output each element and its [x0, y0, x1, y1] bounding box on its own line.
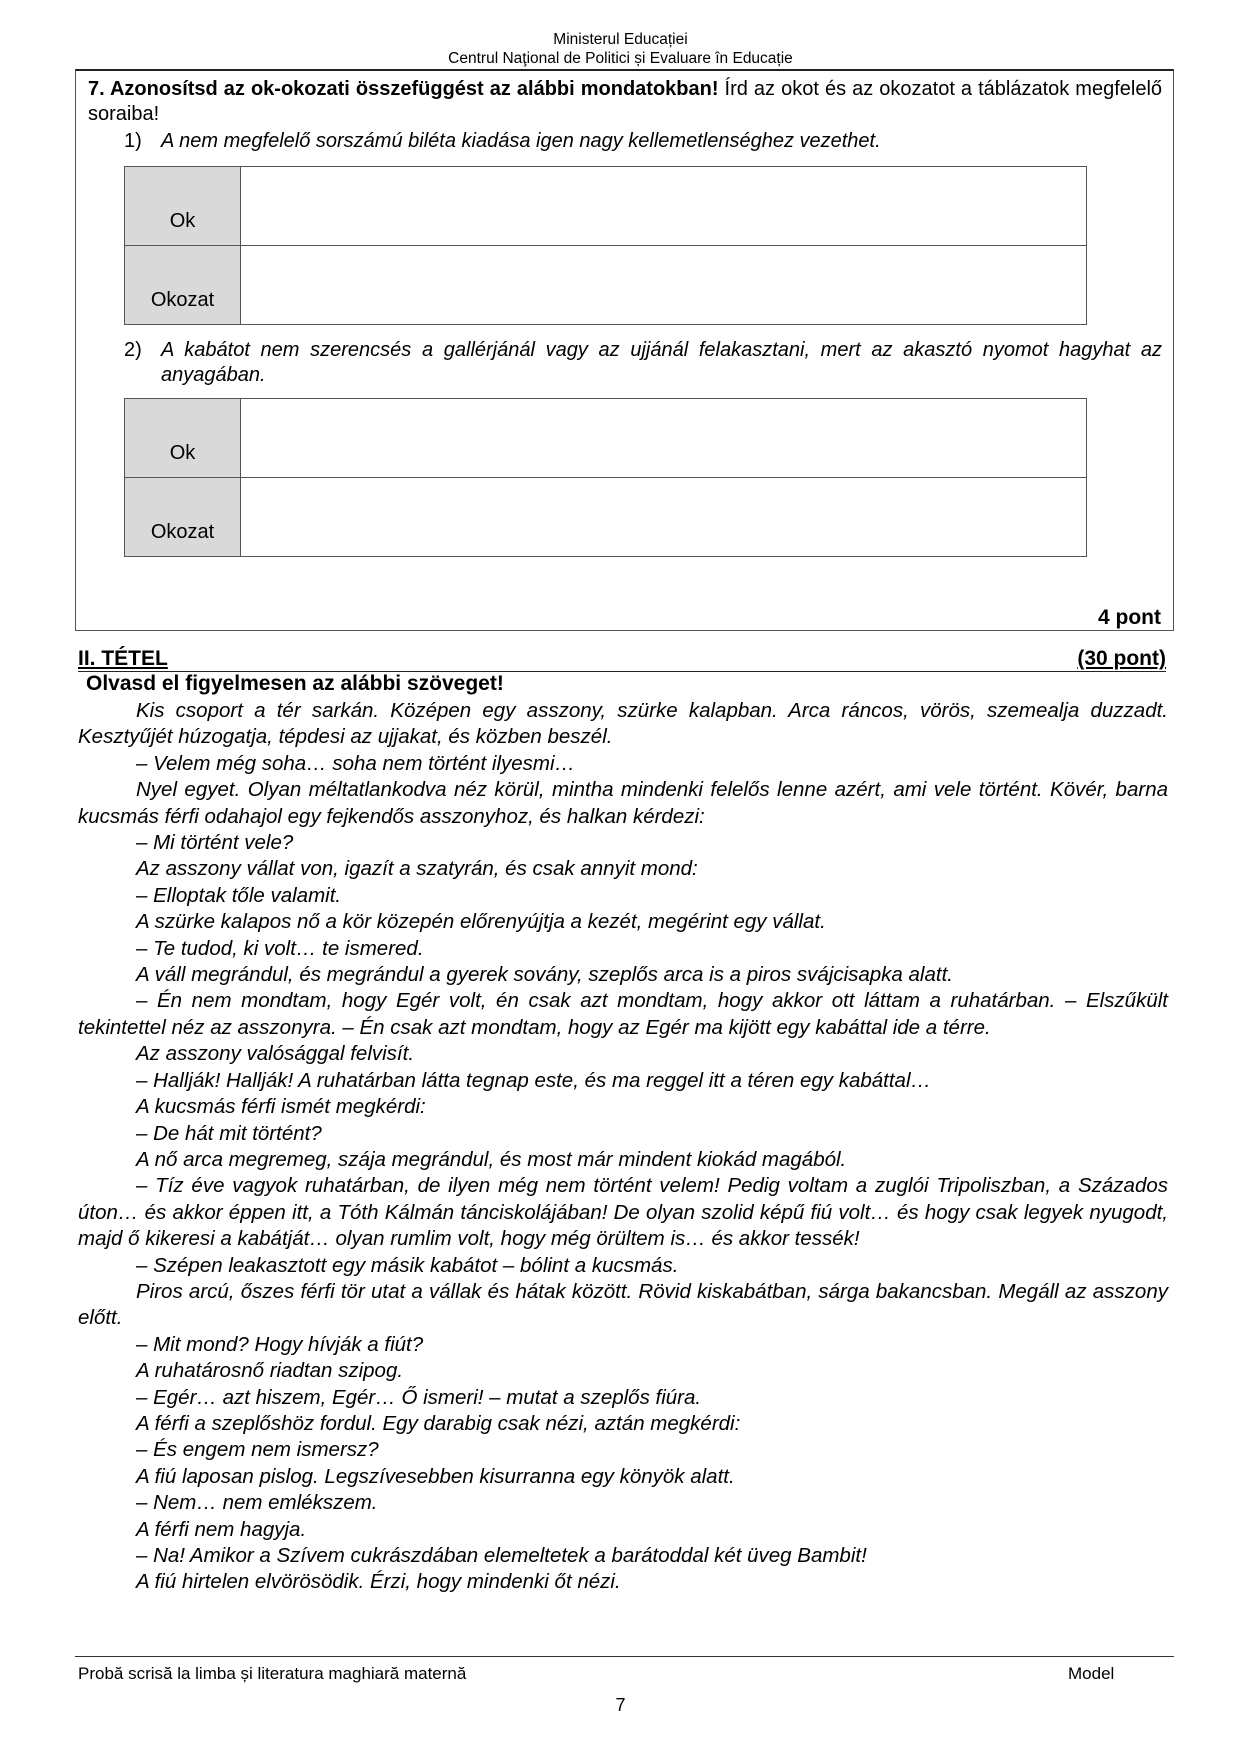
- section-points: (30 pont): [1077, 647, 1166, 670]
- footer-model-label: Model: [1068, 1664, 1115, 1683]
- story-paragraph: – Hallják! Hallják! A ruhatárban látta tegnap este, és ma reggel itt a téren egy kabáttal…: [136, 1068, 932, 1092]
- story-paragraph: – Tíz éve vagyok ruhatárban, de ilyen még nem történt velem! Pedig voltam a zuglói Tripoliszban, a Százados úton… és akkor éppen itt, a Tóth Kálmán tánciskolájában! De olyan szolid képű fiú volt… és hogy csak legyek nyugodt, majd ő kikeresi a kabátját… olyan rumlim volt, hogy még örültem is… és akkor tessék!: [78, 1174, 1168, 1251]
- story-paragraph: A férfi nem hagyja.: [136, 1517, 307, 1541]
- story-paragraph: – Velem még soha… soha nem történt ilyesmi…: [136, 751, 576, 775]
- task-7-prompt-rest: Írd az okot és az okozatot a táblázatok megfelelő soraiba!: [88, 78, 1163, 125]
- table-row-cause: [125, 167, 1087, 246]
- cause-label: Ok: [125, 167, 241, 246]
- effect-label: Okozat: [125, 478, 241, 557]
- story-paragraph: – Szépen leakasztott egy másik kabátot – bólint a kucsmás.: [136, 1253, 679, 1277]
- task-7-points: 4 pont: [1098, 606, 1161, 629]
- cause-label: Ok: [125, 399, 241, 478]
- item-number: 2): [124, 339, 142, 361]
- task-7-prompt: [88, 77, 1162, 127]
- cause-answer-field[interactable]: [241, 167, 1087, 246]
- story-paragraph: A ruhatárosnő riadtan szipog.: [136, 1359, 404, 1383]
- task-7-prompt-bold: 7. Azonosítsd az ok-okozati összefüggést az alábbi mondatokban!: [88, 78, 719, 100]
- story-text: [78, 698, 1168, 1596]
- story-paragraph: – Én nem mondtam, hogy Egér volt, én csak azt mondtam, hogy akkor ott láttam a ruhatárban. – Elszűkült tekintettel néz az asszonyra. – Én csak azt mondtam, hogy az Egér ma kijött egy kabáttal ide a térre.: [78, 989, 1168, 1039]
- effect-answer-field[interactable]: [241, 478, 1087, 557]
- ministry-name: Ministerul Educației: [553, 31, 688, 48]
- table-row-effect: [125, 246, 1087, 325]
- task-7-item-1: [124, 129, 1162, 154]
- section-heading: [78, 647, 1166, 672]
- item-sentence: A kabátot nem szerencsés a gallérjánál vagy az ujjánál felakasztani, mert az akasztó nyomot hagyhat az anyagában.: [161, 339, 1162, 386]
- story-paragraph: – De hát mit történt?: [136, 1121, 322, 1145]
- item-sentence: A nem megfelelő sorszámú biléta kiadása igen nagy kellemetlenséghez vezethet.: [161, 130, 881, 152]
- story-paragraph: A szürke kalapos nő a kör közepén előrenyújtja a kezét, megérint egy vállat.: [136, 910, 826, 934]
- story-paragraph: – Egér… azt hiszem, Egér… Ő ismeri! – mutat a szeplős fiúra.: [136, 1385, 702, 1409]
- story-paragraph: – Nem… nem emlékszem.: [136, 1491, 378, 1515]
- story-paragraph: – És engem nem ismersz?: [136, 1438, 379, 1462]
- story-paragraph: – Elloptak tőle valamit.: [136, 883, 342, 907]
- section-title: II. TÉTEL: [78, 647, 168, 670]
- task-7-item-2: [124, 338, 1162, 388]
- story-paragraph: A fiú laposan pislog. Legszívesebben kisurranna egy könyök alatt.: [136, 1464, 735, 1488]
- table-row-effect: [125, 478, 1087, 557]
- story-paragraph: – Mit mond? Hogy hívják a fiút?: [136, 1332, 424, 1356]
- story-paragraph: A váll megrándul, és megrándul a gyerek sovány, szeplős arca is a piros svájcisapka alatt.: [136, 963, 953, 987]
- story-paragraph: A kucsmás férfi ismét megkérdi:: [136, 1095, 426, 1119]
- story-paragraph: Piros arcú, őszes férfi tör utat a vállak és hátak között. Rövid kiskabátban, sárga bakancsban. Megáll az asszony előtt.: [78, 1279, 1168, 1330]
- page-header: [0, 30, 1241, 68]
- task-7-box: [75, 69, 1174, 631]
- center-name: Centrul Naţional de Politici și Evaluare în Educație: [448, 50, 793, 67]
- story-paragraph: – Mi történt vele?: [136, 831, 294, 855]
- table-row-cause: [125, 399, 1087, 478]
- page-number: 7: [615, 1695, 626, 1715]
- cause-effect-table-2: [124, 398, 1087, 557]
- story-paragraph: Az asszony vállat von, igazít a szatyrán, és csak annyit mond:: [136, 857, 698, 881]
- reading-instruction: Olvasd el figyelmesen az alábbi szöveget!: [86, 672, 504, 695]
- story-paragraph: Az asszony valósággal felvisít.: [136, 1042, 415, 1066]
- story-paragraph: A fiú hirtelen elvörösödik. Érzi, hogy mindenki őt nézi.: [136, 1570, 621, 1594]
- effect-answer-field[interactable]: [241, 246, 1087, 325]
- effect-label: Okozat: [125, 246, 241, 325]
- story-paragraph: A férfi a szeplőshöz fordul. Egy darabig csak nézi, aztán megkérdi:: [136, 1411, 741, 1435]
- story-paragraph: Nyel egyet. Olyan méltatlankodva néz körül, mintha mindenki felelős lenne azért, ami vele történt. Kövér, barna kucsmás férfi odahajol egy fejkendős asszonyhoz, és halkan kérdezi:: [78, 778, 1168, 828]
- item-number: 1): [124, 130, 142, 152]
- story-paragraph: – Na! Amikor a Szívem cukrászdában elemeltetek a barátoddal két üveg Bambit!: [136, 1544, 867, 1567]
- story-paragraph: Kis csoport a tér sarkán. Középen egy asszony, szürke kalapban. Arca ráncos, vörös, szemealja duzzadt. Kesztyűjét húzogatja, tépdesi az ujjakat, és közben beszél.: [78, 699, 1168, 749]
- story-paragraph: A nő arca megremeg, szája megrándul, és most már mindent kiokád magából.: [136, 1147, 847, 1171]
- cause-answer-field[interactable]: [241, 399, 1087, 478]
- footer-divider: [75, 1656, 1174, 1657]
- footer-exam-title: Probă scrisă la limba și literatura maghiară maternă: [78, 1664, 467, 1683]
- story-paragraph: – Te tudod, ki volt… te ismered.: [136, 936, 424, 960]
- cause-effect-table-1: [124, 166, 1087, 325]
